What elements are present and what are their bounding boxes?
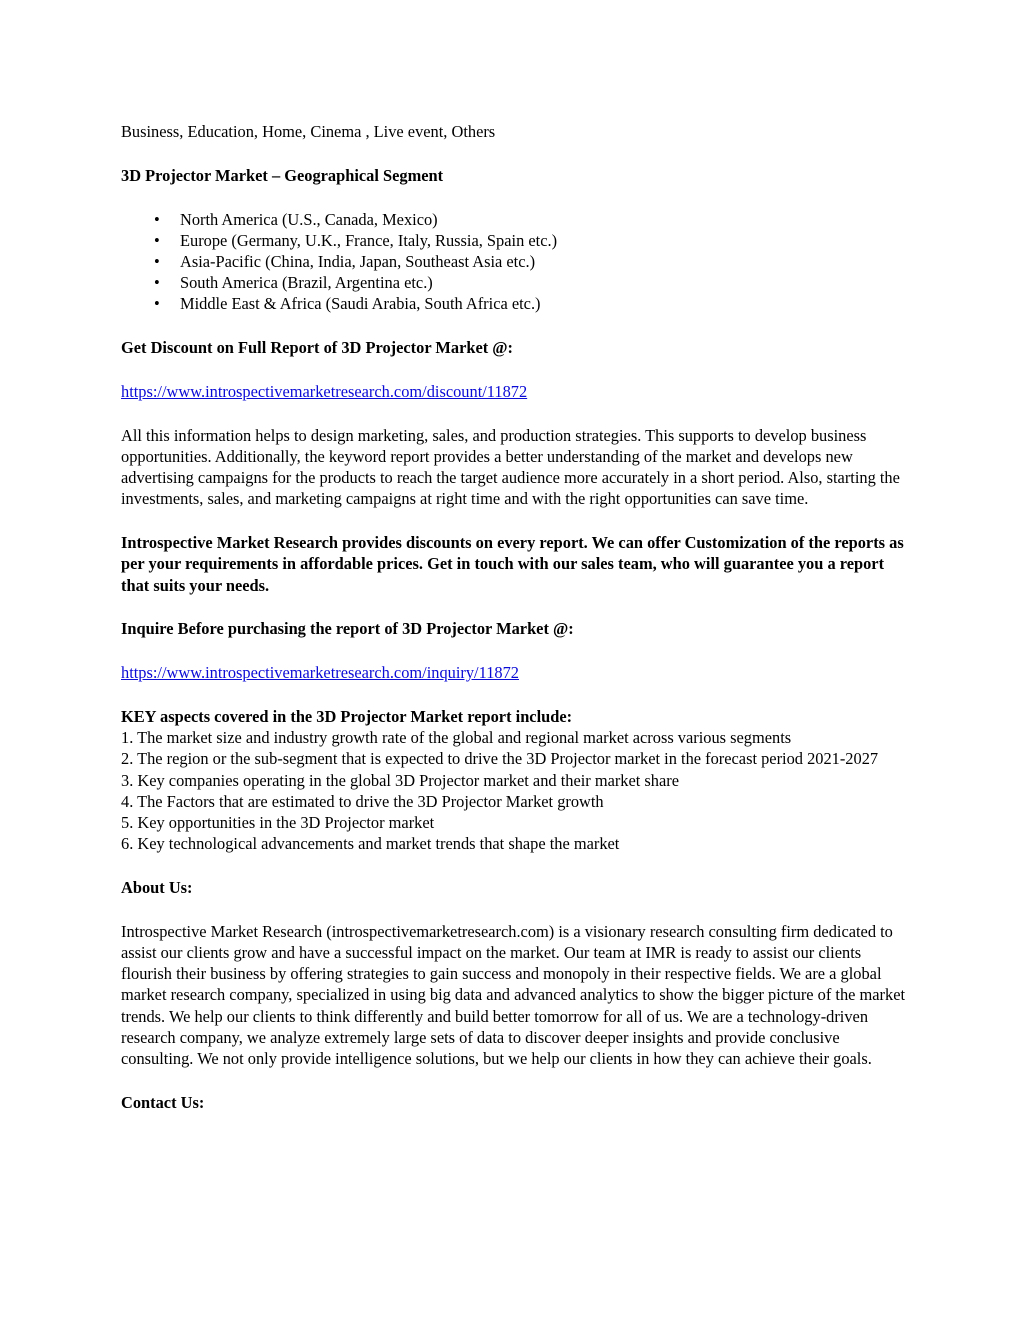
bullet-icon: •: [154, 252, 160, 271]
key-aspects-heading: KEY aspects covered in the 3D Projector Market report include:: [121, 707, 573, 726]
bullet-icon: •: [154, 294, 160, 314]
region-label: South America (Brazil, Argentina etc.): [180, 273, 433, 293]
about-paragraph: Introspective Market Research (introspectivemarketresearch.com) is a visionary research consulting firm dedicated to assist our clients grow and have a successful impact on the market. Our team at IMR is ready to assist our clients flourish their business by offering strategies to gain success and monopoly in their respective fields. We are a global market research company, specialized in using big data and advanced analytics to show the bigger picture of the market trends. We help our clients to think differently and build better tomorrow for all of us. We are a technology-driven research company, we analyze extremely large sets of data to discover deeper insights and provide conclusive consulting. We not only provide intelligence solutions, but we help our clients in how they can achieve their goals.: [121, 921, 906, 1069]
key-aspect-item: 5. Key opportunities in the 3D Projector market: [121, 813, 435, 833]
inquire-heading: Inquire Before purchasing the report of 3D Projector Market @:: [121, 619, 574, 639]
region-label: Asia-Pacific (China, India, Japan, Southeast Asia etc.): [180, 252, 536, 271]
list-item: [121, 293, 906, 314]
about-heading: About Us:: [121, 878, 193, 898]
key-aspect-item: 6. Key technological advancements and market trends that shape the market: [121, 834, 620, 854]
region-label: Middle East & Africa (Saudi Arabia, South Africa etc.): [180, 294, 541, 314]
key-aspect-item: 1. The market size and industry growth rate of the global and regional market across various segments: [121, 728, 792, 748]
discount-heading: Get Discount on Full Report of 3D Projector Market @:: [121, 338, 513, 358]
key-aspect-item: 4. The Factors that are estimated to drive the 3D Projector Market growth: [121, 791, 604, 811]
inquiry-link-line: [121, 662, 906, 683]
applications-line: Business, Education, Home, Cinema , Live event, Others: [121, 122, 496, 141]
bullet-icon: •: [154, 230, 160, 250]
discount-link-line: [121, 381, 906, 402]
info-paragraph: All this information helps to design marketing, sales, and production strategies. This supports to develop business opportunities. Additionally, the keyword report provides a better understanding of the market and develops new advertising campaigns for the products to reach the target audience more accurately in a short period. Also, starting the investments, sales, and marketing campaigns at right time and with the right opportunities can save time.: [121, 425, 900, 509]
key-aspects-section: [121, 706, 906, 854]
list-item: [121, 230, 906, 251]
document-page: [121, 121, 906, 1113]
key-aspect-item: 3. Key companies operating in the global 3D Projector market and their market share: [121, 770, 680, 790]
inquiry-link[interactable]: https://www.introspectivemarketresearch.com/inquiry/11872: [121, 663, 519, 683]
geo-segment-heading: 3D Projector Market – Geographical Segment: [121, 165, 444, 185]
discount-link[interactable]: https://www.introspectivemarketresearch.com/discount/11872: [121, 382, 528, 401]
region-label: North America (U.S., Canada, Mexico): [180, 209, 438, 229]
list-item: [121, 209, 906, 230]
list-item: [121, 251, 906, 272]
region-label: Europe (Germany, U.K., France, Italy, Russia, Spain etc.): [180, 230, 558, 250]
bullet-icon: •: [154, 209, 160, 229]
discount-offer-paragraph: Introspective Market Research provides discounts on every report. We can offer Customization of the reports as per your requirements in affordable prices. Get in touch with our sales team, who will guarantee you a report that suits your needs.: [121, 533, 904, 595]
bullet-icon: •: [154, 273, 160, 293]
region-list: [121, 209, 906, 315]
contact-heading: Contact Us:: [121, 1092, 205, 1112]
list-item: [121, 272, 906, 293]
key-aspect-item: 2. The region or the sub-segment that is expected to drive the 3D Projector market in the forecast period 2021-2027: [121, 749, 879, 769]
